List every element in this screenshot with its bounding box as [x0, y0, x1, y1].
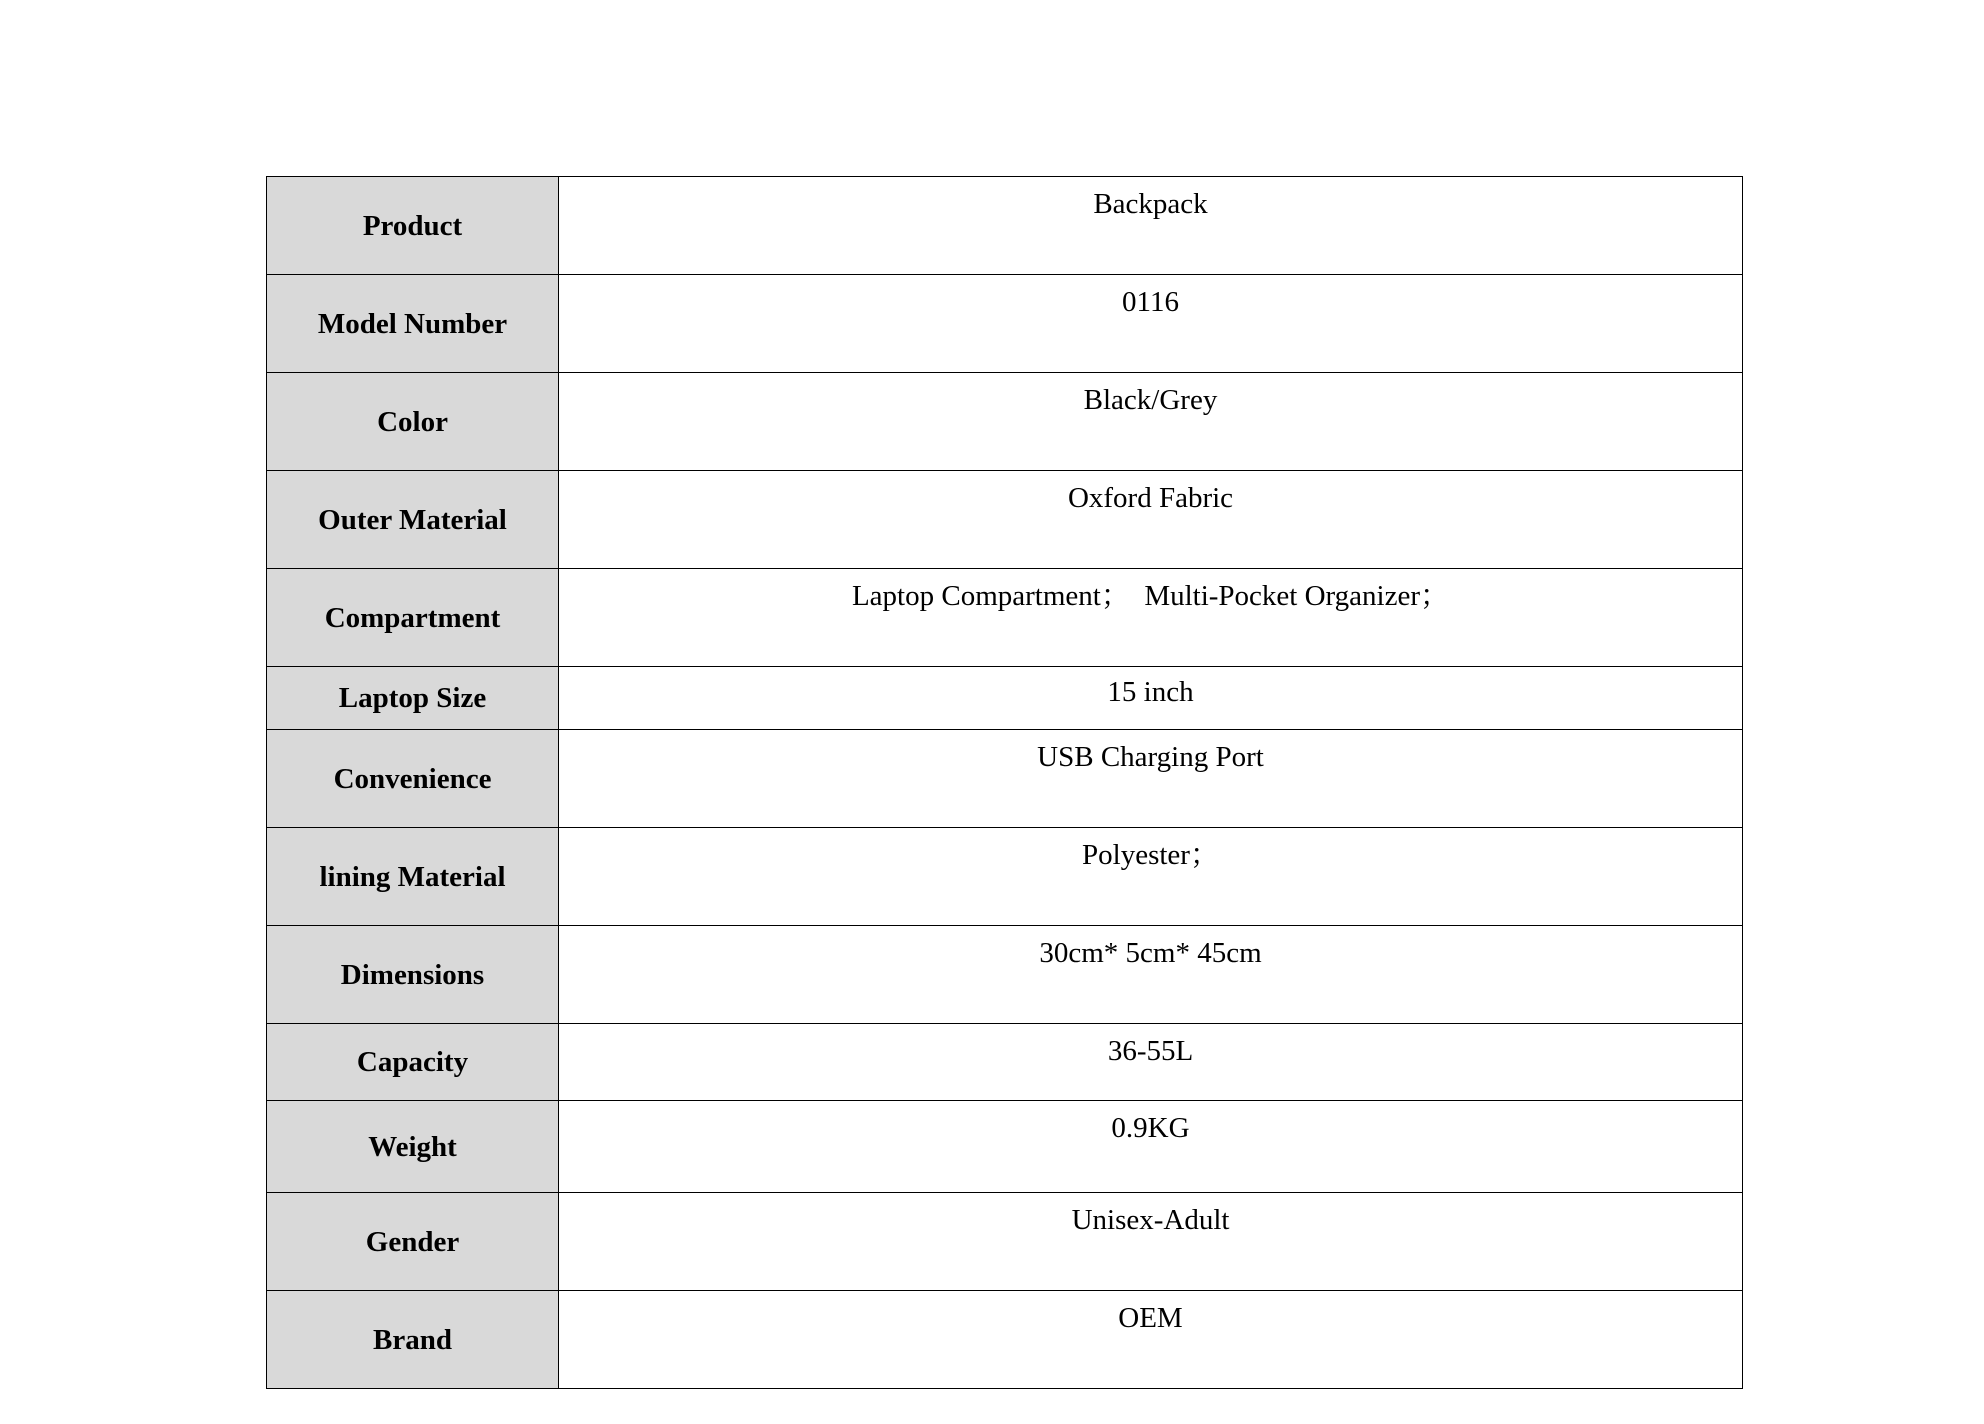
table-row — [267, 1291, 1743, 1389]
spec-value-weight: 0.9KG — [559, 1101, 1743, 1193]
spec-value-model-number: 0116 — [559, 275, 1743, 373]
spec-value-gender: Unisex-Adult — [559, 1193, 1743, 1291]
table-row — [267, 275, 1743, 373]
table-row — [267, 373, 1743, 471]
spec-value-brand: OEM — [559, 1291, 1743, 1389]
spec-label-outer-material: Outer Material — [267, 471, 559, 569]
table-row — [267, 730, 1743, 828]
table-row — [267, 569, 1743, 667]
table-row — [267, 926, 1743, 1024]
spec-value-laptop-size: 15 inch — [559, 667, 1743, 730]
spec-label-color: Color — [267, 373, 559, 471]
table-row — [267, 828, 1743, 926]
table-row — [267, 1024, 1743, 1101]
spec-label-compartment: Compartment — [267, 569, 559, 667]
table-row — [267, 1101, 1743, 1193]
table-row — [267, 471, 1743, 569]
spec-value-convenience: USB Charging Port — [559, 730, 1743, 828]
spec-label-convenience: Convenience — [267, 730, 559, 828]
spec-value-compartment: Laptop Compartment； Multi-Pocket Organizer； — [559, 569, 1743, 667]
table-row — [267, 667, 1743, 730]
spec-label-capacity: Capacity — [267, 1024, 559, 1101]
spec-value-dimensions: 30cm* 5cm* 45cm — [559, 926, 1743, 1024]
product-spec-table — [266, 176, 1743, 1389]
table-row — [267, 177, 1743, 275]
spec-label-brand: Brand — [267, 1291, 559, 1389]
spec-label-dimensions: Dimensions — [267, 926, 559, 1024]
spec-value-lining-material: Polyester； — [559, 828, 1743, 926]
spec-value-color: Black/Grey — [559, 373, 1743, 471]
spec-value-capacity: 36-55L — [559, 1024, 1743, 1101]
spec-value-outer-material: Oxford Fabric — [559, 471, 1743, 569]
spec-label-model-number: Model Number — [267, 275, 559, 373]
spec-label-product: Product — [267, 177, 559, 275]
spec-label-lining-material: lining Material — [267, 828, 559, 926]
spec-label-weight: Weight — [267, 1101, 559, 1193]
table-row — [267, 1193, 1743, 1291]
spec-value-product: Backpack — [559, 177, 1743, 275]
spec-label-laptop-size: Laptop Size — [267, 667, 559, 730]
spec-label-gender: Gender — [267, 1193, 559, 1291]
